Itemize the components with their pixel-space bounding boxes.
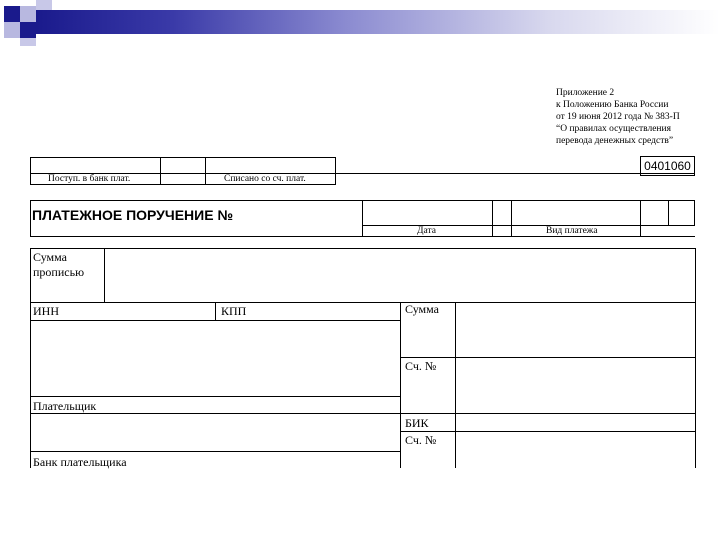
title-row-vline-3 [511, 200, 512, 237]
bik-label: БИК [405, 416, 429, 430]
appendix-line-4: “О правилах осуществления [556, 124, 671, 134]
decor-square-light-4 [20, 38, 36, 46]
payer-label: Плательщик [33, 399, 97, 413]
payer-bank-label: Банк плательщика [33, 455, 127, 469]
bank-marks-top-border [30, 157, 335, 158]
account-label: Сч. № [405, 359, 437, 373]
date-label: Дата [417, 226, 436, 236]
bank-marks-vline-1 [30, 157, 31, 185]
title-row-vline-1 [362, 200, 363, 237]
amount-label: Сумма [405, 302, 439, 316]
payer-section-bottom-border [30, 413, 696, 414]
debited-label: Списано со сч. плат. [224, 174, 306, 184]
title-row-vline-2 [492, 200, 493, 237]
kpp-label: КПП [221, 304, 247, 318]
appendix-line-3: от 19 июня 2012 года № 383-П [556, 112, 680, 122]
payment-type-label: Вид платежа [546, 226, 598, 236]
decor-square-dark-2 [20, 22, 36, 38]
title-row-mid-border [362, 225, 695, 226]
amount-words-top-border [30, 248, 696, 249]
payer-name-border [30, 396, 400, 397]
amount-words-label-1: Сумма [33, 250, 67, 264]
account2-label: Сч. № [405, 433, 437, 447]
inn-label: ИНН [33, 304, 59, 318]
decor-square-dark-1 [4, 6, 20, 22]
amount-words-vline-mid [104, 248, 105, 303]
bik-row-bottom-border [400, 431, 696, 432]
title-row-vline-left [30, 200, 31, 237]
appendix-line-2: к Положению Банка России [556, 100, 669, 110]
amount-words-vline-left [30, 248, 31, 303]
received-label: Поступ. в банк плат. [48, 174, 131, 184]
payer-vline-left [30, 302, 31, 468]
amount-words-vline-right [695, 248, 696, 303]
amount-row-bottom-border [400, 357, 696, 358]
amount-words-label-2: прописью [33, 265, 85, 279]
decor-square-light-3 [36, 0, 52, 10]
appendix-line-5: перевода денежных средств” [556, 136, 674, 146]
title-row-vline-right [694, 200, 695, 226]
bank-marks-vline-4 [335, 157, 336, 185]
amount-words-bottom-border [30, 302, 696, 303]
payer-vline-mid [400, 302, 401, 468]
decor-square-light-2 [4, 22, 20, 38]
payer-vline-amount [455, 302, 456, 468]
title-row-vline-4 [640, 200, 641, 237]
inn-kpp-divider [215, 302, 216, 320]
document-title: ПЛАТЕЖНОЕ ПОРУЧЕНИЕ № [32, 207, 234, 223]
title-row-vline-5 [668, 200, 669, 226]
inn-row-bottom-border [30, 320, 400, 321]
decor-square-light-1 [20, 6, 36, 22]
header-gradient-bar [36, 10, 720, 34]
bank-marks-vline-3 [205, 157, 206, 185]
bank-marks-vline-2 [160, 157, 161, 185]
payer-vline-right [695, 302, 696, 468]
appendix-line-1: Приложение 2 [556, 88, 615, 98]
payer-bank-border [30, 451, 400, 452]
form-code-box: 0401060 [640, 156, 695, 176]
